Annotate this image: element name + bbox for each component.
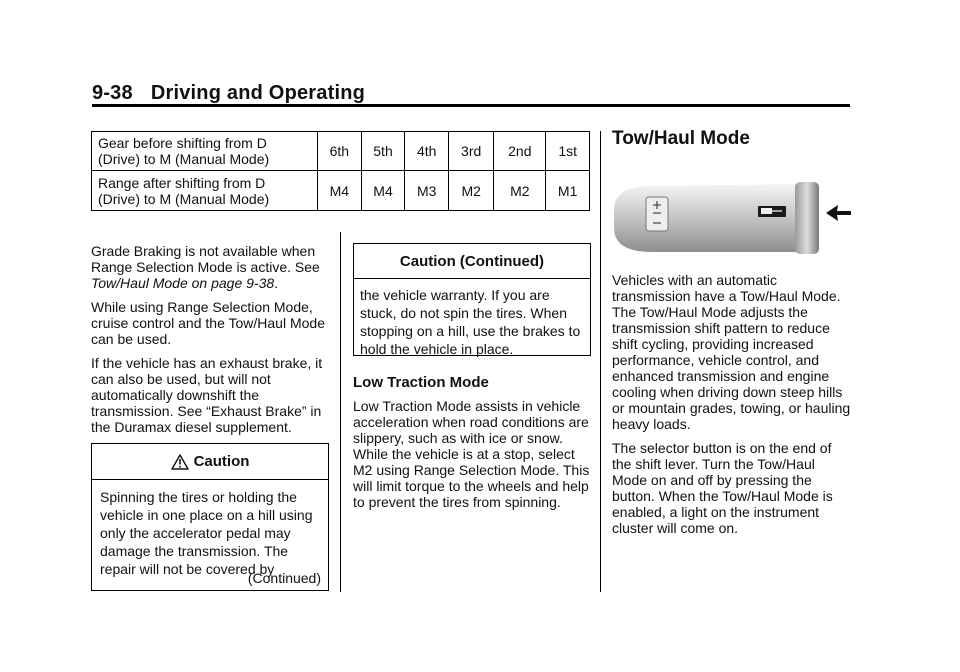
paragraph: If the vehicle has an exhaust brake, it can also be used, but will not automatically downshift the transmission. See “Exhaust Brake” in the Duramax diesel supplement. (91, 355, 323, 435)
section-title: Driving and Operating (150, 82, 366, 104)
table-cell: M2 (449, 171, 494, 211)
warning-icon (171, 454, 189, 470)
header-rule (92, 104, 850, 107)
caution-continued-box (353, 243, 591, 356)
caution-title: Caution (Continued) (354, 244, 590, 279)
plus-minus-icon (646, 197, 668, 231)
tow-haul-icon (758, 206, 786, 217)
caution-body: the vehicle warranty. If you are stuck, do not spin the tires. When stopping on a hill, use the brakes to hold the vehicle in place. (360, 287, 581, 357)
table-cell: M2 (494, 171, 546, 211)
row-label-gear: Gear before shifting from D (Drive) to M (Manual Mode) (92, 132, 318, 171)
caution-title: Caution (92, 444, 328, 480)
arrow-left-icon (826, 205, 851, 221)
table-row (92, 132, 590, 171)
table-cell: M4 (318, 171, 362, 211)
table-cell: M1 (546, 171, 590, 211)
paragraph: Grade Braking is not available when Range Selection Mode is active. See Tow/Haul Mode on page 9-38. (91, 243, 320, 291)
table-cell: 3rd (449, 132, 494, 171)
table-cell: 1st (546, 132, 590, 171)
column-divider (340, 232, 341, 592)
row-label-range: Range after shifting from D (Drive) to M (Manual Mode) (92, 171, 318, 211)
table-cell: M4 (361, 171, 405, 211)
shift-lever-illustration (612, 172, 852, 267)
table-cell: 5th (361, 132, 405, 171)
low-traction-heading: Low Traction Mode (353, 374, 489, 391)
table-cell: 4th (405, 132, 449, 171)
paragraph: Vehicles with an automatic transmission have a Tow/Haul Mode. The Tow/Haul Mode adjusts the transmission shift pattern to reduce shift cycling, providing increased performance, vehicle control, and enhanced transmission and engine cooling when driving down steep hills or mountain grades, towing, or hauling heavy loads. (612, 272, 851, 432)
page-number: 9-38 (92, 82, 133, 104)
cross-reference-link[interactable]: Tow/Haul Mode on page 9-38 (91, 275, 275, 291)
caution-body: Spinning the tires or holding the vehicle in one place on a hill using only the accelerator pedal may damage the transmission. The repair will not be covered by (100, 489, 313, 577)
continued-label: (Continued) (247, 570, 321, 586)
page-header (92, 82, 365, 105)
tow-haul-text (612, 272, 852, 544)
table-cell: 2nd (494, 132, 546, 171)
tow-haul-heading: Tow/Haul Mode (612, 128, 750, 149)
caution-box (91, 443, 329, 591)
paragraph: While using Range Selection Mode, cruise control and the Tow/Haul Mode can be used. (91, 299, 325, 347)
low-traction-text: Low Traction Mode assists in vehicle acceleration when road conditions are slippery, such as with ice or snow. While the vehicle is at a stop, select M2 using Range Selection Mode. This will limit torque to the wheels and help to prevent the tires from spinning. (353, 398, 590, 510)
column-divider (600, 131, 601, 592)
table-row (92, 171, 590, 211)
table-cell: 6th (318, 132, 362, 171)
paragraph: The selector button is on the end of the shift lever. Turn the Tow/Haul Mode on and off by pressing the button. When the Tow/Haul Mode is enabled, a light on the instrument cluster will come on. (612, 440, 833, 536)
column-1-text (91, 243, 327, 443)
table-cell: M3 (405, 171, 449, 211)
gear-range-table (91, 131, 590, 211)
